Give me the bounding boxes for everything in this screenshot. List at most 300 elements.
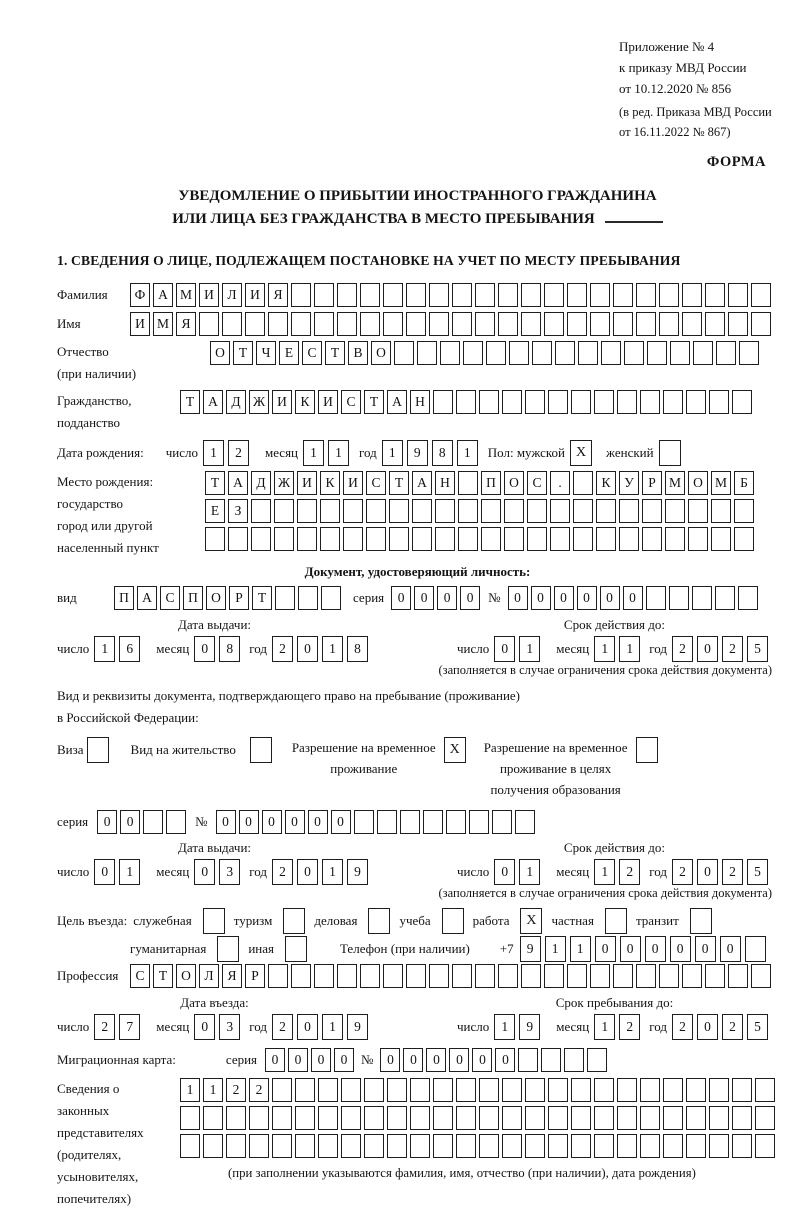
residence-dates-block (57, 838, 772, 885)
phone-prefix: +7 (499, 941, 514, 956)
char-cell (665, 499, 685, 523)
char-cell: Л (222, 283, 242, 307)
char-cell (297, 527, 317, 551)
char-cell: Т (364, 390, 384, 414)
char-cell (571, 1078, 591, 1102)
citizenship-row (57, 390, 778, 434)
char-cell (341, 1134, 361, 1158)
purpose-row (57, 908, 778, 934)
char-cell: 8 (432, 440, 453, 466)
checkbox-business (368, 908, 390, 934)
char-cell (226, 1134, 246, 1158)
char-cell (642, 499, 662, 523)
annex-block (619, 36, 778, 142)
birthplace-cells-row2 (205, 499, 757, 523)
char-cell (636, 964, 656, 988)
char-cell (383, 964, 403, 988)
name-cells (130, 312, 774, 336)
char-cell: С (302, 341, 322, 365)
res-number-cells (216, 810, 538, 834)
char-cell (567, 964, 587, 988)
char-cell: 2 (272, 1014, 293, 1040)
char-cell (693, 341, 713, 365)
char-cell (337, 964, 357, 988)
char-cell (295, 1106, 315, 1130)
char-cell: 0 (391, 586, 411, 610)
birth-year-cells (382, 440, 482, 466)
char-cell (751, 283, 771, 307)
char-cell (203, 1106, 223, 1130)
char-cell (688, 499, 708, 523)
temp-permit-label: Разрешение на временное проживание (291, 740, 436, 776)
char-cell (548, 1078, 568, 1102)
purpose-transit-label: транзит (635, 913, 679, 928)
day-label: число (456, 641, 490, 656)
char-cell: Т (180, 390, 200, 414)
char-cell (463, 341, 483, 365)
char-cell (590, 283, 610, 307)
char-cell: 9 (407, 440, 428, 466)
checkbox-transit (690, 908, 712, 934)
char-cell (502, 1134, 522, 1158)
char-cell: 2 (722, 636, 743, 662)
char-cell: Т (325, 341, 345, 365)
day-label: число (57, 641, 90, 656)
char-cell: 0 (194, 636, 215, 662)
char-cell: А (137, 586, 157, 610)
birth-month-cells (303, 440, 353, 466)
char-cell: 6 (119, 636, 140, 662)
char-cell (663, 1078, 683, 1102)
char-cell: Р (245, 964, 265, 988)
char-cell (527, 499, 547, 523)
char-cell: 1 (457, 440, 478, 466)
char-cell: 0 (494, 859, 515, 885)
char-cell (504, 527, 524, 551)
char-cell (596, 527, 616, 551)
char-cell (663, 1106, 683, 1130)
surname-label: Фамилия (57, 287, 108, 302)
char-cell (515, 810, 535, 834)
profession-cells (130, 964, 774, 988)
char-cell (571, 390, 591, 414)
char-cell (715, 586, 735, 610)
char-cell: 1 (494, 1014, 515, 1040)
char-cell: М (176, 283, 196, 307)
char-cell: 8 (347, 636, 368, 662)
char-cell: 0 (577, 586, 597, 610)
char-cell: О (206, 586, 226, 610)
doc-issue-year-cells (272, 636, 372, 662)
char-cell: Д (226, 390, 246, 414)
char-cell (166, 810, 186, 834)
char-cell (564, 1048, 584, 1072)
char-cell: С (341, 390, 361, 414)
char-cell (525, 390, 545, 414)
char-cell (617, 1134, 637, 1158)
checkbox-residence-permit (250, 737, 272, 763)
char-cell: 8 (219, 636, 240, 662)
char-cell (686, 1106, 706, 1130)
temp-permit-option (292, 737, 466, 779)
char-cell (479, 390, 499, 414)
doc-issue-heading: Дата выдачи: (178, 617, 252, 632)
char-cell: 0 (194, 859, 215, 885)
birthplace-cells (205, 471, 778, 555)
month-label: месяц (264, 445, 299, 460)
day-label: число (57, 864, 90, 879)
citizenship-label: Гражданство, подданство (57, 393, 132, 430)
char-cell: 0 (120, 810, 140, 834)
representatives-cells (180, 1078, 778, 1181)
char-cell (521, 964, 541, 988)
char-cell: 0 (426, 1048, 446, 1072)
representatives-label: Сведения о законных представителях (родителях, усыновителях, попечителях) (57, 1081, 144, 1206)
char-cell: 0 (297, 859, 318, 885)
char-cell: А (387, 390, 407, 414)
char-cell (594, 1106, 614, 1130)
doc-valid-heading: Срок действия до: (563, 617, 666, 632)
char-cell (728, 283, 748, 307)
char-cell (732, 1134, 752, 1158)
checkbox-temp-permit: X (444, 737, 466, 763)
residence-permit-option (131, 737, 272, 763)
patronymic-row (57, 341, 778, 385)
char-cell (226, 1106, 246, 1130)
birthplace-row (57, 471, 778, 559)
char-cell: 1 (594, 636, 615, 662)
char-cell (143, 810, 163, 834)
char-cell: 0 (285, 810, 305, 834)
char-cell (318, 1134, 338, 1158)
char-cell: О (176, 964, 196, 988)
entry-date-col (57, 993, 372, 1040)
doc-series-cells (391, 586, 483, 610)
char-cell: 0 (262, 810, 282, 834)
patronymic-cells (210, 341, 762, 365)
char-cell (481, 499, 501, 523)
char-cell (360, 312, 380, 336)
char-cell (275, 586, 295, 610)
char-cell: Л (199, 964, 219, 988)
res-issue-year-cells (272, 859, 372, 885)
char-cell: 0 (554, 586, 574, 610)
permit-type-row (57, 737, 778, 800)
char-cell (613, 964, 633, 988)
surname-cells (130, 283, 774, 307)
char-cell: П (481, 471, 501, 495)
char-cell (728, 312, 748, 336)
checkbox-visa (87, 737, 109, 763)
char-cell (274, 499, 294, 523)
char-cell (567, 283, 587, 307)
char-cell (594, 1134, 614, 1158)
char-cell: 0 (449, 1048, 469, 1072)
char-cell (555, 341, 575, 365)
checkbox-female (659, 440, 681, 466)
char-cell (297, 499, 317, 523)
char-cell (541, 1048, 561, 1072)
char-cell: С (527, 471, 547, 495)
annex-line-1: Приложение № 4 (619, 39, 715, 54)
char-cell (249, 1134, 269, 1158)
char-cell (446, 810, 466, 834)
char-cell (705, 312, 725, 336)
char-cell (366, 527, 386, 551)
char-cell (314, 964, 334, 988)
blank-underline (605, 209, 663, 223)
char-cell: Т (233, 341, 253, 365)
char-cell: 1 (619, 636, 640, 662)
char-cell (452, 312, 472, 336)
form-title-line1: УВЕДОМЛЕНИЕ О ПРИБЫТИИ ИНОСТРАННОГО ГРАЖДАНИНА (178, 188, 657, 204)
day-label: число (456, 1019, 490, 1034)
char-cell (433, 1078, 453, 1102)
char-cell (548, 1134, 568, 1158)
char-cell: 2 (94, 1014, 115, 1040)
char-cell: Е (279, 341, 299, 365)
char-cell (251, 499, 271, 523)
char-cell (659, 312, 679, 336)
char-cell (429, 964, 449, 988)
char-cell: 1 (594, 859, 615, 885)
stay-year-cells (672, 1014, 772, 1040)
residence-permit-label: Вид на жительство (130, 742, 236, 757)
char-cell (337, 283, 357, 307)
doc-valid-day-cells (494, 636, 544, 662)
char-cell (686, 1078, 706, 1102)
char-cell: 0 (414, 586, 434, 610)
char-cell (389, 499, 409, 523)
char-cell: Т (153, 964, 173, 988)
char-cell: И (199, 283, 219, 307)
char-cell (594, 390, 614, 414)
char-cell (640, 1106, 660, 1130)
purpose-label: Цель въезда: (57, 913, 128, 928)
char-cell: Н (410, 390, 430, 414)
char-cell: 0 (595, 936, 616, 962)
purpose-official-label: служебная (133, 913, 192, 928)
char-cell: П (183, 586, 203, 610)
char-cell (199, 312, 219, 336)
char-cell: К (295, 390, 315, 414)
char-cell (435, 499, 455, 523)
purpose-work-label: работа (472, 913, 510, 928)
char-cell: Ж (274, 471, 294, 495)
char-cell (298, 586, 318, 610)
char-cell: Б (734, 471, 754, 495)
char-cell (364, 1106, 384, 1130)
birthplace-cells-row3 (205, 527, 757, 551)
stay-until-heading: Срок пребывания до: (555, 995, 674, 1010)
char-cell (410, 1106, 430, 1130)
char-cell: Т (252, 586, 272, 610)
purpose-business-label: деловая (314, 913, 358, 928)
char-cell: Е (205, 499, 225, 523)
char-cell (518, 1048, 538, 1072)
char-cell: 0 (472, 1048, 492, 1072)
char-cell (665, 527, 685, 551)
year-label: год (249, 1019, 268, 1034)
month-label: месяц (156, 641, 190, 656)
char-cell (613, 283, 633, 307)
char-cell (709, 390, 729, 414)
char-cell: А (203, 390, 223, 414)
char-cell (663, 1134, 683, 1158)
char-cell (180, 1134, 200, 1158)
char-cell (354, 810, 374, 834)
char-cell (479, 1106, 499, 1130)
month-label: месяц (156, 1019, 190, 1034)
char-cell: 2 (226, 1078, 246, 1102)
checkbox-official (203, 908, 225, 934)
day-label: число (456, 864, 490, 879)
char-cell (456, 390, 476, 414)
char-cell (180, 1106, 200, 1130)
char-cell (320, 499, 340, 523)
char-cell (682, 312, 702, 336)
surname-row (57, 283, 778, 307)
checkbox-edu-permit (636, 737, 658, 763)
char-cell (613, 312, 633, 336)
validity-note: (заполняется в случае ограничения срока действия документа) (438, 663, 772, 677)
char-cell: 0 (311, 1048, 331, 1072)
char-cell (458, 471, 478, 495)
char-cell: 1 (180, 1078, 200, 1102)
stay-until-col (457, 993, 772, 1040)
char-cell (711, 499, 731, 523)
char-cell (521, 312, 541, 336)
char-cell: 0 (697, 636, 718, 662)
char-cell: 0 (460, 586, 480, 610)
entry-year-cells (272, 1014, 372, 1040)
birthdate-row (57, 440, 778, 466)
char-cell (751, 312, 771, 336)
char-cell (498, 312, 518, 336)
char-cell (435, 527, 455, 551)
char-cell (692, 586, 712, 610)
char-cell (291, 964, 311, 988)
forma-label: ФОРМА (706, 154, 766, 170)
char-cell: 0 (697, 859, 718, 885)
entry-day-cells (94, 1014, 144, 1040)
char-cell (394, 341, 414, 365)
char-cell: 0 (645, 936, 666, 962)
entry-month-cells (194, 1014, 244, 1040)
char-cell: 2 (672, 859, 693, 885)
purpose-humanitarian-label: гуманитарная (130, 941, 207, 956)
char-cell (502, 390, 522, 414)
char-cell (705, 283, 725, 307)
checkbox-work: X (520, 908, 542, 934)
char-cell (594, 1078, 614, 1102)
char-cell: 2 (722, 1014, 743, 1040)
char-cell: 9 (347, 1014, 368, 1040)
char-cell (433, 390, 453, 414)
char-cell (688, 527, 708, 551)
char-cell (452, 964, 472, 988)
char-cell: М (711, 471, 731, 495)
char-cell: 2 (722, 859, 743, 885)
char-cell (659, 964, 679, 988)
char-cell (647, 341, 667, 365)
char-cell (567, 312, 587, 336)
char-cell (251, 527, 271, 551)
char-cell (544, 312, 564, 336)
char-cell (417, 341, 437, 365)
char-cell (732, 1078, 752, 1102)
char-cell (203, 1134, 223, 1158)
char-cell (406, 283, 426, 307)
char-cell (314, 283, 334, 307)
char-cell (318, 1078, 338, 1102)
char-cell: П (114, 586, 134, 610)
char-cell (709, 1134, 729, 1158)
res-valid-heading: Срок действия до: (563, 840, 666, 855)
char-cell (732, 1106, 752, 1130)
representatives-cells-row2 (180, 1106, 778, 1130)
char-cell: Я (176, 312, 196, 336)
char-cell: О (688, 471, 708, 495)
char-cell: 1 (322, 1014, 343, 1040)
month-label: месяц (556, 1019, 590, 1034)
char-cell (739, 341, 759, 365)
char-cell (343, 527, 363, 551)
char-cell (636, 312, 656, 336)
char-cell (458, 527, 478, 551)
char-cell (755, 1106, 775, 1130)
char-cell (573, 527, 593, 551)
char-cell (548, 1106, 568, 1130)
year-label: год (649, 864, 667, 879)
char-cell (387, 1106, 407, 1130)
char-cell (504, 499, 524, 523)
char-cell (640, 1078, 660, 1102)
char-cell (245, 312, 265, 336)
doc-type-label: вид (57, 590, 77, 605)
char-cell (366, 499, 386, 523)
char-cell: 0 (239, 810, 259, 834)
char-cell (469, 810, 489, 834)
stay-day-cells (494, 1014, 544, 1040)
char-cell: У (619, 471, 639, 495)
entry-date-heading: Дата въезда: (180, 995, 249, 1010)
checkbox-private (605, 908, 627, 934)
res-valid-month-cells (594, 859, 644, 885)
char-cell: И (130, 312, 150, 336)
char-cell: 9 (519, 1014, 540, 1040)
char-cell (578, 341, 598, 365)
char-cell: К (320, 471, 340, 495)
char-cell: 0 (620, 936, 641, 962)
char-cell (364, 1134, 384, 1158)
annex-note-1: (в ред. Приказа МВД России (619, 105, 772, 119)
char-cell (295, 1134, 315, 1158)
char-cell (544, 964, 564, 988)
char-cell: . (550, 471, 570, 495)
char-cell (525, 1134, 545, 1158)
char-cell (456, 1106, 476, 1130)
char-cell: 2 (228, 440, 249, 466)
char-cell (360, 283, 380, 307)
char-cell (456, 1078, 476, 1102)
char-cell (663, 390, 683, 414)
char-cell (755, 1078, 775, 1102)
char-cell (364, 1078, 384, 1102)
char-cell (705, 964, 725, 988)
char-cell: 0 (495, 1048, 515, 1072)
char-cell (486, 341, 506, 365)
